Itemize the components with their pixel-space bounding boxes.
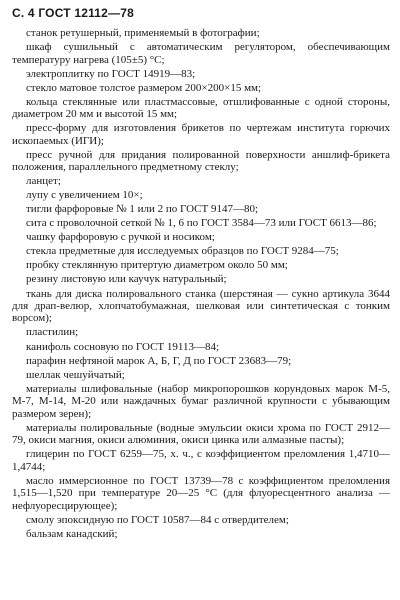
list-item: смолу эпоксидную по ГОСТ 10587—84 с отвердителем; [26,513,289,526]
list-item: кольца стеклянные или пластмассовые, отшлифованные с одной стороны, диаметром 20 мм и высотой 15 мм; [12,95,390,121]
list-item: электроплитку по ГОСТ 14919—83; [26,67,196,80]
list-item: пробку стеклянную притертую диаметром около 50 мм; [26,259,288,272]
list-item: сита с проволочной сеткой № 1, 6 по ГОСТ 3584—73 или ГОСТ 6613—86; [26,217,377,230]
list-item: стекла предметные для исследуемых образцов по ГОСТ 9284—75; [26,245,339,258]
list-item: глицерин по ГОСТ 6259—75, х. ч., с коэффициентом преломления 1,4710—1,4744; [12,448,390,473]
list-item: ткань для диска полировального станка (шерстяная — сукно артикула 3644 для драп-велюр, хлопчатобумажная, шелковая или синтетическая с тонким ворсом); [12,287,390,325]
list-item: станок ретушерный, применяемый в фотографии; [26,27,260,39]
list-item: бальзам канадский; [26,527,118,540]
equipment-list [12,27,390,542]
list-item: чашку фарфоровую с ручкой и носиком; [26,231,215,244]
list-item: шеллак чешуйчатый; [26,368,125,381]
list-item: лупу с увеличением 10×; [26,189,143,202]
list-item: материалы полировальные (водные эмульсии окиси хрома по ГОСТ 2912—79, окиси магния, окиси алюминия, окиси цинка или алмазные пасты); [12,421,390,447]
list-item: ланцет; [26,175,61,188]
page-header: С. 4 ГОСТ 12112—78 [12,6,135,20]
list-item: стекло матовое толстое размером 200×200×15 мм; [26,81,262,94]
list-item: шкаф сушильный с автоматическим регулятором, обеспечивающим температуру нагрева (105±5) °С; [12,41,390,66]
list-item: резину листовую или каучук натуральный; [26,273,227,286]
list-item: тигли фарфоровые № 1 или 2 по ГОСТ 9147—80; [26,203,259,216]
list-item: пресс ручной для придания полированной поверхности аншлиф-брикета положения, параллельного предметному стеклу; [12,148,390,174]
list-item: пластилин; [26,326,79,339]
list-item: парафин нефтяной марок А, Б, Г, Д по ГОСТ 23683—79; [26,354,292,367]
list-item: масло иммерсионное по ГОСТ 13739—78 с коэффициентом преломления 1,515—1,520 при температуре 20—25 °С (для флуоресцентного анализа — нефлуоресцирующее); [12,474,390,512]
list-item: пресс-форму для изготовления брикетов по чертежам института горючих ископаемых (ИГИ); [12,122,390,147]
list-item: материалы шлифовальные (набор микропорошков корундовых марок М-5, М-7, М-14, М-20 или наждачных бумаг различной крупности с убывающим размером зерен); [12,382,390,420]
list-item: канифоль сосновую по ГОСТ 19113—84; [26,340,220,353]
